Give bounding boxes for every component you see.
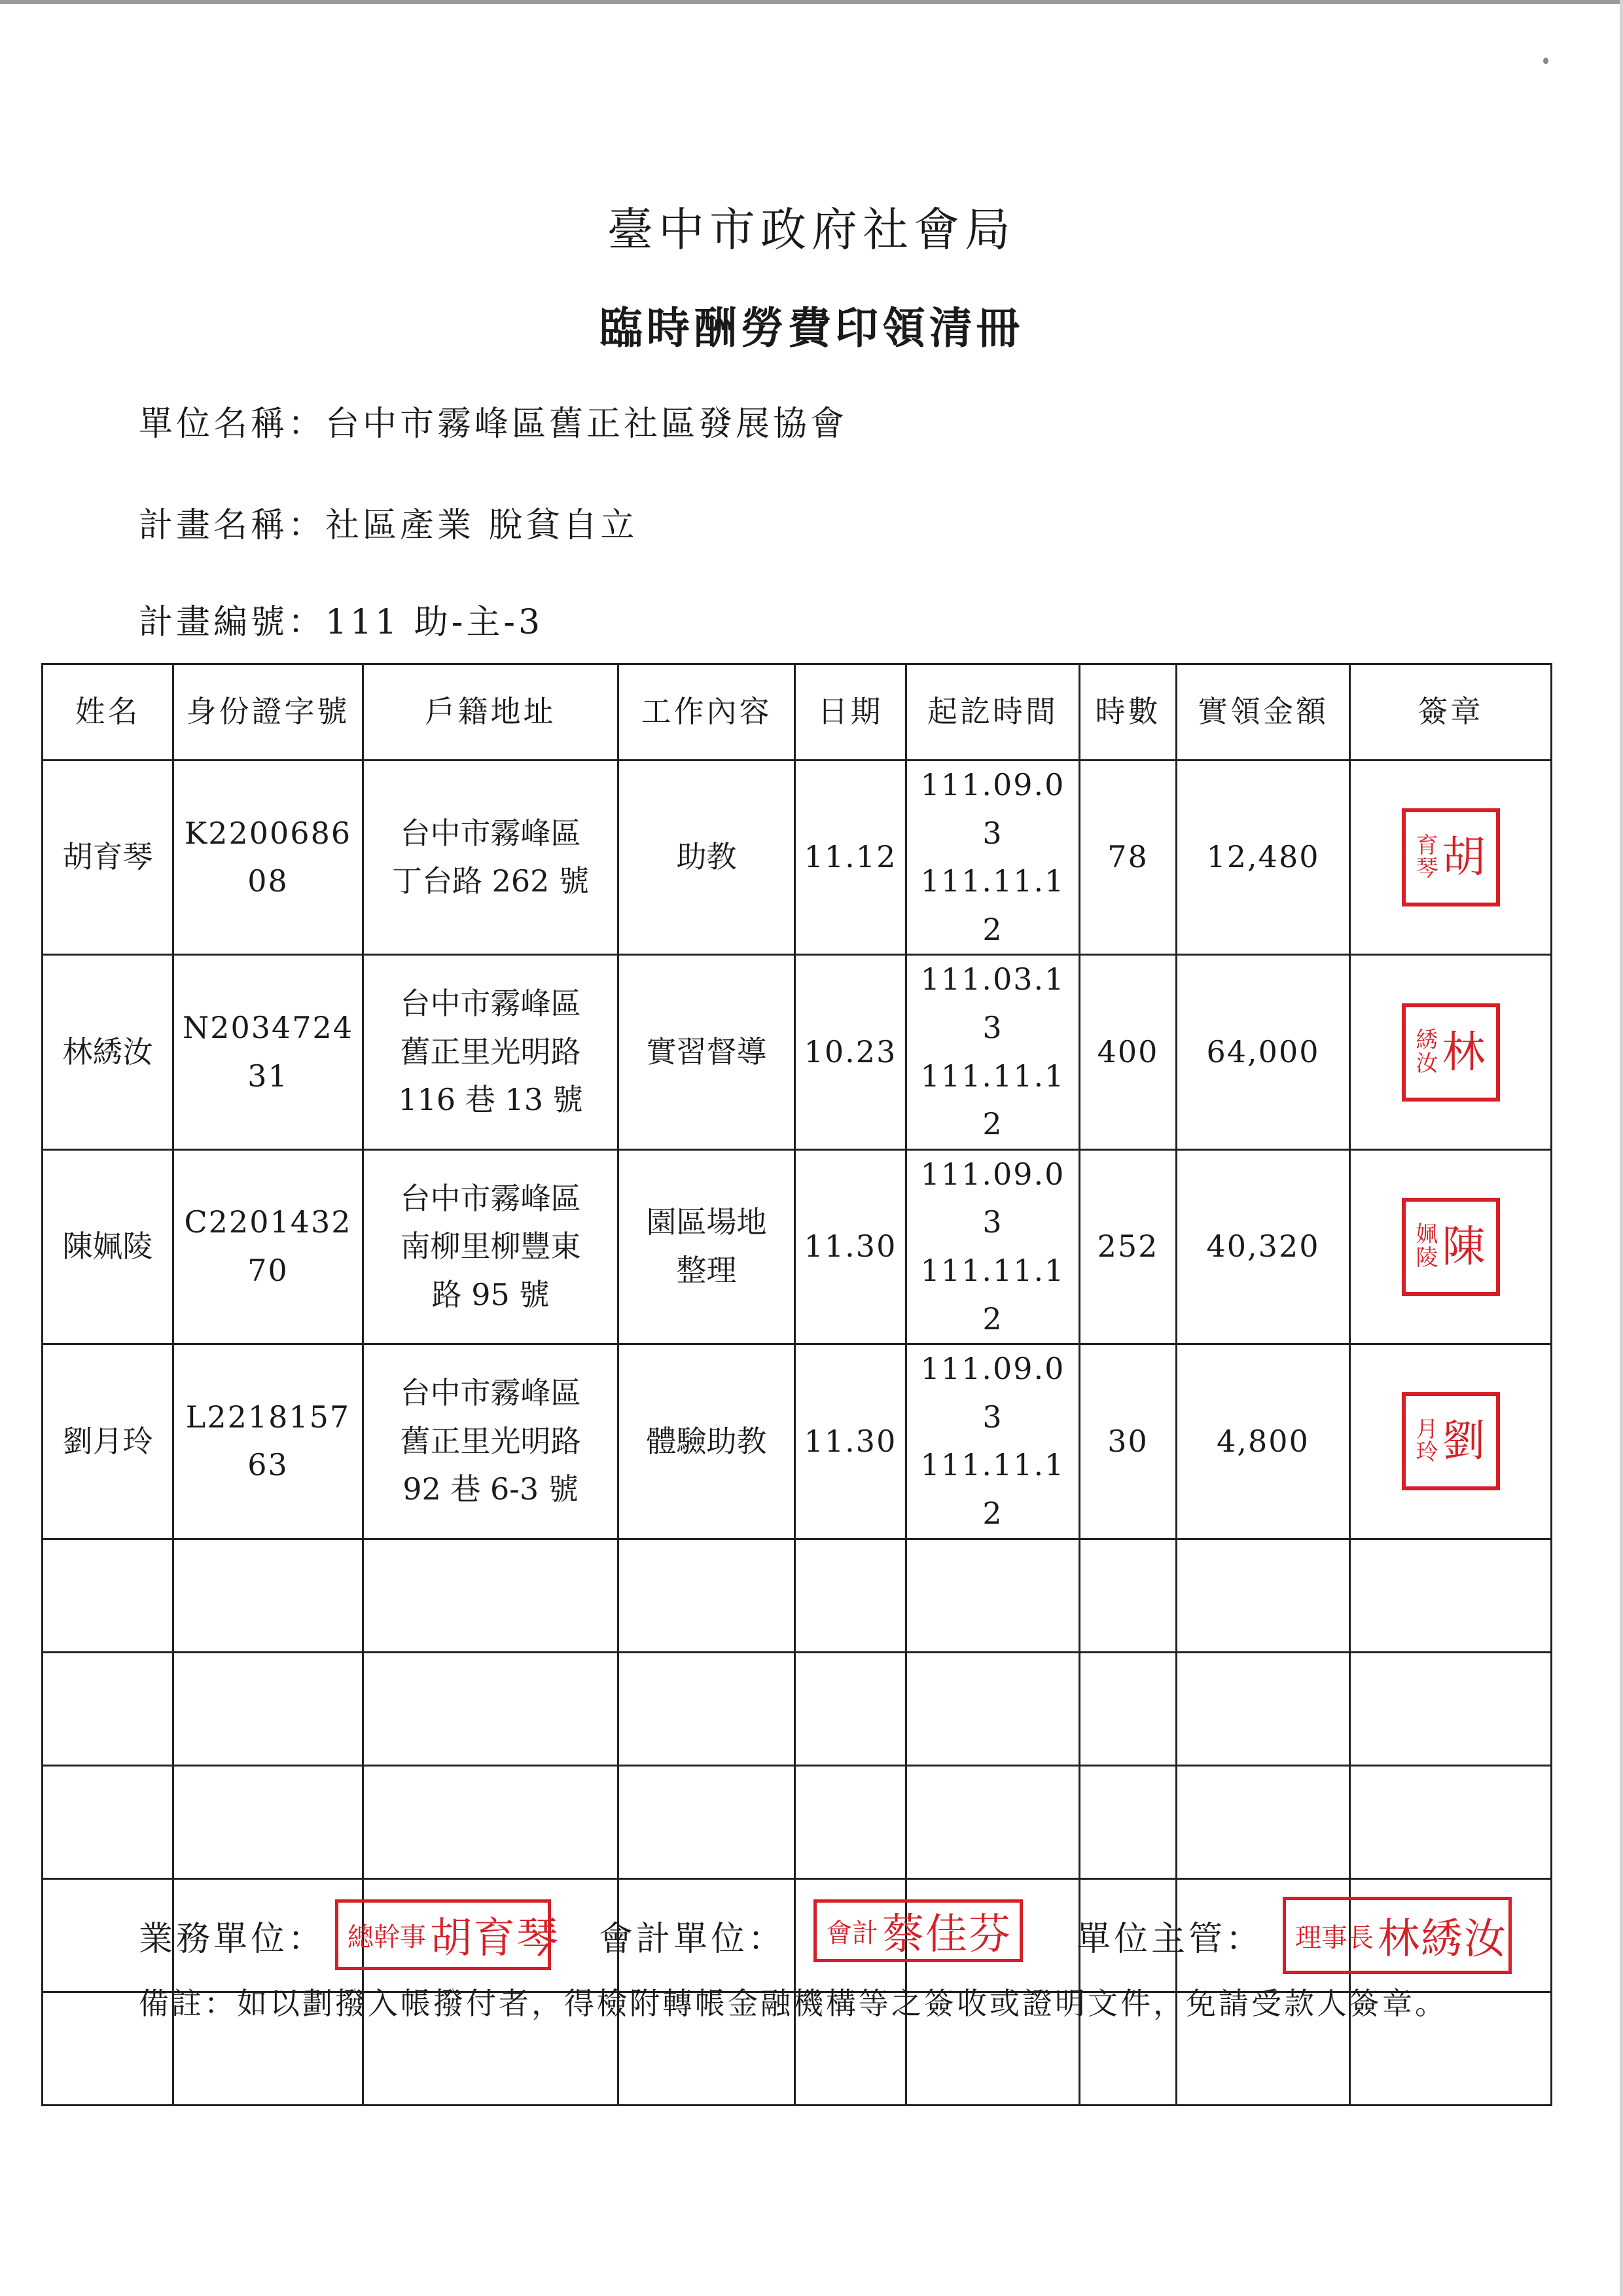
- header-date: 日期: [795, 664, 906, 761]
- cell-work-content: [618, 955, 795, 1149]
- payment-roster-table: [41, 663, 1552, 2106]
- period-end: 111.11.12: [920, 1252, 1065, 1336]
- personal-seal-stamp: [1402, 1003, 1500, 1102]
- address-line: 路 95 號: [431, 1276, 550, 1312]
- seal-char: 月: [1416, 1416, 1438, 1443]
- work-line: 助教: [676, 839, 737, 875]
- cell-amount: 12,480: [1177, 761, 1350, 955]
- header-signature: 簽章: [1350, 664, 1552, 761]
- project-number-line: [139, 594, 543, 643]
- personal-seal-stamp: [1402, 1392, 1500, 1490]
- work-line: 園區場地: [646, 1204, 767, 1240]
- table-row: [43, 1149, 1552, 1344]
- project-name-line: [139, 497, 638, 547]
- supervisor-label: 單位主管：: [1077, 1920, 1264, 1959]
- header-id-number: 身份證字號: [173, 664, 363, 761]
- cell-work-content: [618, 1149, 795, 1344]
- cell-date: 11.30: [795, 1344, 906, 1539]
- document-subtitle: 臨時酬勞費印領清冊: [599, 302, 1024, 353]
- personal-seal-stamp: [1402, 808, 1500, 906]
- cell-signature: [1350, 1344, 1552, 1539]
- project-name-value: 社區產業 脫貧自立: [325, 506, 638, 545]
- cell-address: [363, 761, 618, 955]
- cell-amount: 64,000: [1177, 955, 1350, 1149]
- cell-work-content: [618, 1344, 795, 1539]
- header-hours: 時數: [1080, 664, 1177, 761]
- empty-table-row: [43, 1765, 1552, 1878]
- cell-signature: [1350, 761, 1552, 955]
- cell-date: 11.12: [795, 761, 906, 955]
- unit-name-line: [139, 396, 847, 445]
- seal-char: 玲: [1416, 1439, 1438, 1466]
- header-amount: 實領金額: [1177, 664, 1350, 761]
- cell-work-content: [618, 761, 795, 955]
- seal-char: 汝: [1416, 1050, 1438, 1077]
- cell-date: 10.23: [795, 955, 906, 1149]
- cell-address: [363, 955, 618, 1149]
- accounting-unit-label: 會計單位：: [599, 1920, 786, 1959]
- address-line: 台中市霧峰區: [400, 1374, 581, 1410]
- seal-small-chars: [1416, 1223, 1438, 1270]
- stamp-title: 會計: [826, 1918, 878, 1948]
- stamp-name: 林綉汝: [1378, 1915, 1507, 1964]
- seal-char: 姵: [1416, 1221, 1438, 1248]
- table-row: [43, 955, 1552, 1149]
- header-period: 起訖時間: [906, 664, 1080, 761]
- signature-row: [0, 1892, 1623, 1977]
- header-address: 戶籍地址: [363, 664, 618, 761]
- personal-seal-stamp: [1402, 1198, 1500, 1296]
- period-start: 111.09.03: [920, 767, 1065, 851]
- period-end: 111.11.12: [920, 863, 1065, 947]
- address-line: 丁台路 262 號: [391, 863, 590, 899]
- seal-char: 陵: [1416, 1244, 1438, 1271]
- seal-surname: 胡: [1442, 832, 1486, 883]
- address-line: 南柳里柳豐東: [400, 1229, 581, 1265]
- cell-hours: 30: [1080, 1344, 1177, 1539]
- address-line: 92 巷 6-3 號: [402, 1471, 579, 1507]
- document-title: 臺中市政府社會局: [607, 203, 1016, 257]
- cell-address: [363, 1149, 618, 1344]
- address-line: 台中市霧峰區: [400, 815, 581, 851]
- unit-name-value: 台中市霧峰區舊正社區發展協會: [325, 404, 848, 444]
- work-line: 體驗助教: [646, 1423, 767, 1459]
- cell-signature: [1350, 1149, 1552, 1344]
- cell-hours: 252: [1080, 1149, 1177, 1344]
- address-line: 舊正里光明路: [400, 1033, 581, 1069]
- seal-char: 琴: [1416, 855, 1438, 882]
- work-line: 整理: [676, 1252, 737, 1288]
- cell-period: [906, 1149, 1080, 1344]
- cell-period: [906, 955, 1080, 1149]
- seal-char: 育: [1416, 832, 1438, 859]
- cell-id-number: L221815763: [173, 1344, 363, 1539]
- empty-table-row: [43, 1539, 1552, 1652]
- stamp-title: 理事長: [1295, 1922, 1374, 1953]
- period-start: 111.09.03: [920, 1156, 1065, 1240]
- address-line: 116 巷 13 號: [398, 1082, 583, 1118]
- cell-hours: 400: [1080, 955, 1177, 1149]
- seal-surname: 劉: [1442, 1416, 1486, 1467]
- address-line: 台中市霧峰區: [400, 986, 581, 1022]
- accounting-unit-stamp: [813, 1899, 1023, 1962]
- cell-signature: [1350, 955, 1552, 1149]
- stamp-name: 蔡佳芬: [882, 1910, 1012, 1959]
- seal-surname: 林: [1442, 1026, 1486, 1077]
- seal-small-chars: [1416, 1026, 1438, 1077]
- cell-period: [906, 761, 1080, 955]
- cell-name: 林綉汝: [43, 955, 173, 1149]
- work-line: 實習督導: [646, 1033, 767, 1069]
- period-end: 111.11.12: [920, 1447, 1065, 1531]
- scan-top-edge: [0, 0, 1623, 4]
- seal-small-chars: [1416, 834, 1438, 881]
- seal-small-chars: [1416, 1418, 1438, 1465]
- table-row: [43, 761, 1552, 955]
- business-unit-stamp: [335, 1899, 560, 1970]
- project-number-value: 111 助-主-3: [325, 603, 544, 642]
- cell-date: 11.30: [795, 1149, 906, 1344]
- project-name-label: 計畫名稱：: [139, 506, 326, 545]
- cell-address: [363, 1344, 618, 1539]
- cell-period: [906, 1344, 1080, 1539]
- period-start: 111.03.13: [920, 961, 1065, 1045]
- empty-table-row: [43, 1652, 1552, 1765]
- cell-id-number: C220143270: [173, 1149, 363, 1344]
- stamp-name: 胡育琴: [430, 1914, 560, 1963]
- cell-hours: 78: [1080, 761, 1177, 955]
- project-number-label: 計畫編號：: [139, 603, 326, 642]
- seal-surname: 陳: [1442, 1221, 1486, 1272]
- cell-name: 陳姵陵: [43, 1149, 173, 1344]
- cell-id-number: N203472431: [173, 955, 363, 1149]
- table-header-row: [43, 664, 1552, 761]
- supervisor-stamp: [1283, 1897, 1512, 1974]
- cell-name: 胡育琴: [43, 761, 173, 955]
- table-row: [43, 1344, 1552, 1539]
- seal-char: 綉: [1416, 1026, 1438, 1053]
- scan-speck: [1543, 58, 1548, 64]
- stamp-title: 總幹事: [348, 1922, 426, 1952]
- period-end: 111.11.12: [920, 1058, 1065, 1142]
- address-line: 台中市霧峰區: [400, 1180, 581, 1216]
- business-unit-label: 業務單位：: [139, 1920, 326, 1959]
- cell-name: 劉月玲: [43, 1344, 173, 1539]
- period-start: 111.09.03: [920, 1351, 1065, 1435]
- address-line: 舊正里光明路: [400, 1423, 581, 1459]
- header-name: 姓名: [43, 664, 173, 761]
- unit-name-label: 單位名稱：: [139, 404, 326, 444]
- header-work-content: 工作內容: [618, 664, 795, 761]
- cell-id-number: K220068608: [173, 761, 363, 955]
- cell-amount: 40,320: [1177, 1149, 1350, 1344]
- remarks-note: 備註：如以劃撥入帳撥付者，得檢附轉帳金融機構等之簽收或證明文件，免請受款人簽章。: [139, 1986, 1448, 2021]
- cell-amount: 4,800: [1177, 1344, 1350, 1539]
